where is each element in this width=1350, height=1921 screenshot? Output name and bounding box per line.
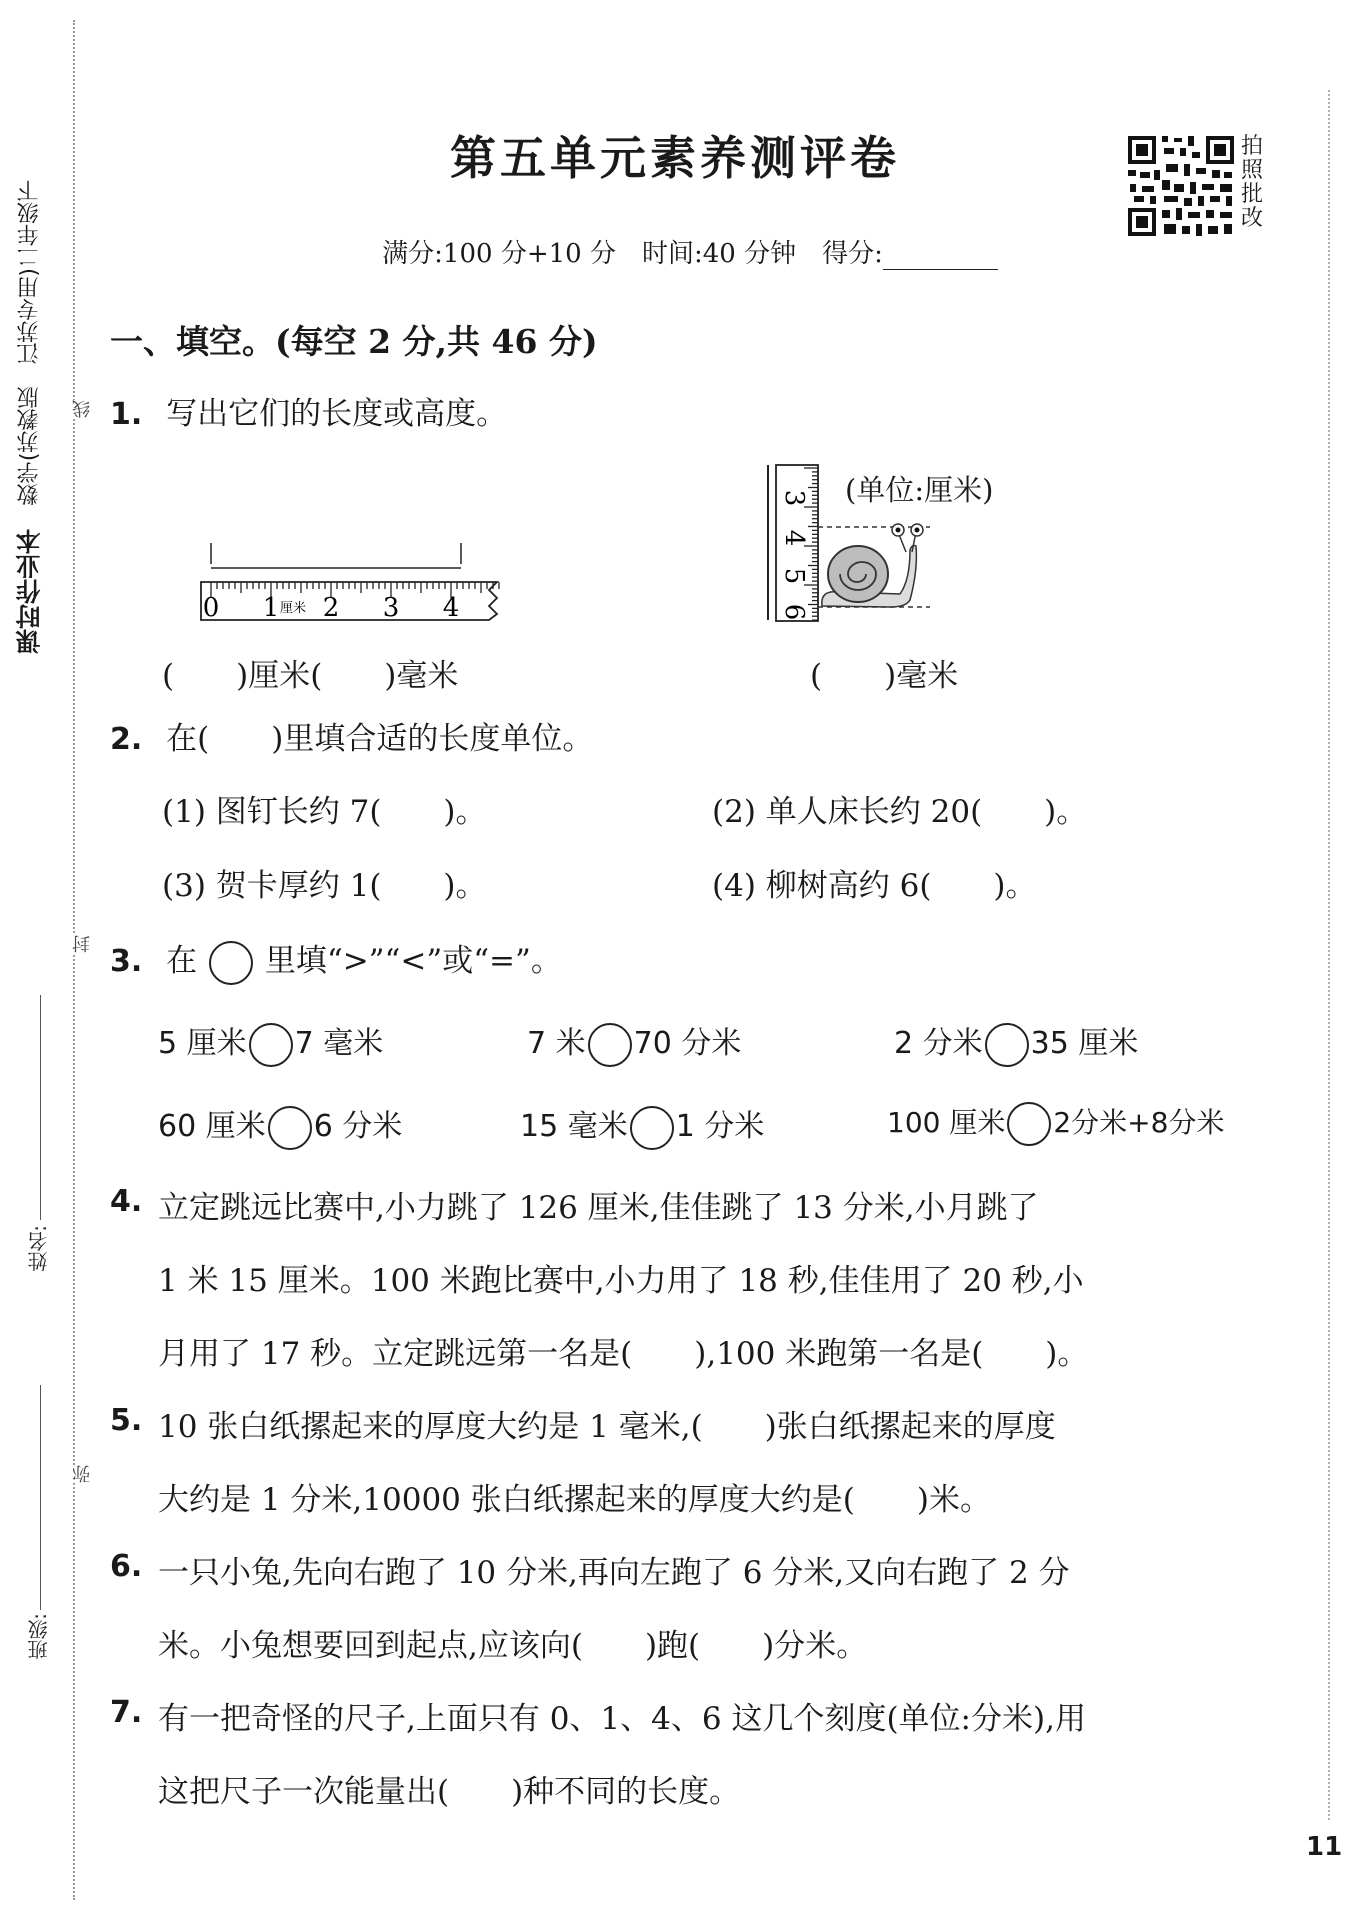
class-label: 班级: xyxy=(27,1613,51,1660)
compare-left: 100 厘米 xyxy=(887,1106,1006,1139)
compare-item xyxy=(158,1018,383,1067)
ruler-label-2: 2 xyxy=(322,593,340,623)
compare-circle[interactable] xyxy=(630,1106,674,1150)
subject-info: 数学(苏教版 江苏专用)二年级下 xyxy=(17,180,42,506)
q5-line[interactable]: 大约是 1 分米,10000 张白纸摞起来的厚度大约是( )米。 xyxy=(158,1482,991,1518)
compare-item xyxy=(520,1101,764,1150)
score-info xyxy=(0,233,1350,270)
compare-item xyxy=(894,1018,1138,1067)
ruler-label-0: 0 xyxy=(202,593,220,623)
qr-caption-char: 批 xyxy=(1240,182,1263,207)
qr-caption-char: 拍 xyxy=(1240,134,1263,159)
compare-left: 2 分米 xyxy=(894,1026,983,1061)
q6-line[interactable]: 米。小兔想要回到起点,应该向( )跑( )分米。 xyxy=(158,1628,868,1664)
compare-circle-icon xyxy=(209,941,253,985)
binding-sep-feng: 封 xyxy=(70,935,96,953)
q7-line: 有一把奇怪的尺子,上面只有 0、1、4、6 这几个刻度(单位:分米),用 xyxy=(158,1701,1086,1737)
question-number: 5. xyxy=(110,1403,143,1438)
section-heading: 一、填空。(每空 2 分,共 46 分) xyxy=(110,322,598,361)
binding-sep-xian: 线 xyxy=(70,400,96,418)
vruler-label-3: 3 xyxy=(779,489,809,507)
question-number: 2. xyxy=(110,722,143,757)
q5-line[interactable]: 10 张白纸摞起来的厚度大约是 1 毫米,( )张白纸摞起来的厚度 xyxy=(158,1409,1056,1445)
compare-item xyxy=(887,1101,1224,1146)
class-line[interactable] xyxy=(40,1385,41,1610)
q6-line: 一只小兔,先向右跑了 10 分米,再向左跑了 6 分米,又向右跑了 2 分 xyxy=(158,1555,1070,1591)
compare-right: 6 分米 xyxy=(313,1109,403,1144)
qr-caption-char: 改 xyxy=(1240,206,1263,231)
question-1 xyxy=(110,388,507,433)
score-blank[interactable] xyxy=(883,247,998,270)
compare-circle[interactable] xyxy=(1007,1102,1051,1146)
vruler-label-4: 4 xyxy=(779,529,809,547)
question-number: 4. xyxy=(110,1184,143,1219)
q4-line: 立定跳远比赛中,小力跳了 126 厘米,佳佳跳了 13 分米,小月跳了 xyxy=(158,1190,1039,1226)
question-2 xyxy=(110,713,593,758)
compare-circle[interactable] xyxy=(268,1106,312,1150)
compare-left: 5 厘米 xyxy=(158,1026,247,1061)
compare-circle[interactable] xyxy=(985,1023,1029,1067)
answer-1b[interactable]: ( )毫米 xyxy=(810,658,959,694)
q2-item-3[interactable]: (3) 贺卡厚约 1( )。 xyxy=(162,868,487,904)
binding-sep-mi: 弥 xyxy=(70,1465,96,1483)
answer-1a[interactable]: ( )厘米( )毫米 xyxy=(162,658,459,694)
page-title: 第五单元素养测评卷 xyxy=(450,131,900,185)
q2-item-1[interactable]: (1) 图钉长约 7( )。 xyxy=(162,794,487,830)
question-number: 7. xyxy=(110,1695,143,1730)
binding-dotted-line xyxy=(73,20,75,1900)
compare-right: 7 毫米 xyxy=(294,1026,384,1061)
ruler-label-3: 3 xyxy=(382,593,400,623)
compare-item xyxy=(158,1101,402,1150)
question-number: 3. xyxy=(110,944,143,979)
qr-code-icon[interactable] xyxy=(1126,134,1236,238)
question-text-pre: 在 xyxy=(166,943,198,979)
question-number: 1. xyxy=(110,397,143,432)
name-line[interactable] xyxy=(40,995,41,1220)
question-text: 在( )里填合适的长度单位。 xyxy=(166,721,594,757)
compare-left: 15 毫米 xyxy=(520,1109,628,1144)
question-text-post: 里填“>”“<”或“=”。 xyxy=(264,943,562,979)
ruler-figure xyxy=(195,538,505,628)
unit-note: (单位:厘米) xyxy=(845,473,994,507)
q7-line[interactable]: 这把尺子一次能量出( )种不同的长度。 xyxy=(158,1774,741,1810)
q2-item-4[interactable]: (4) 柳树高约 6( )。 xyxy=(712,868,1037,904)
ruler-unit: 厘米 xyxy=(279,601,307,616)
ruler-label-4: 4 xyxy=(442,593,460,623)
qr-caption xyxy=(1240,135,1264,231)
vruler-label-5: 5 xyxy=(779,567,809,585)
ruler-label-1: 1 xyxy=(262,593,280,623)
compare-item xyxy=(527,1018,741,1067)
compare-circle[interactable] xyxy=(588,1023,632,1067)
vruler-label-6: 6 xyxy=(779,603,809,621)
compare-right: 70 分米 xyxy=(633,1026,742,1061)
compare-left: 60 厘米 xyxy=(158,1109,266,1144)
name-label: 姓名: xyxy=(27,1225,51,1272)
compare-circle[interactable] xyxy=(249,1023,293,1067)
qr-caption-char: 照 xyxy=(1240,158,1263,183)
page-number: 11 xyxy=(1306,1832,1343,1862)
margin-dotted-line xyxy=(1328,90,1330,1820)
question-3 xyxy=(110,935,562,985)
snail-icon xyxy=(822,524,923,607)
q2-item-2[interactable]: (2) 单人床长约 20( )。 xyxy=(712,794,1088,830)
compare-right: 1 分米 xyxy=(675,1109,765,1144)
q4-line: 1 米 15 厘米。100 米跑比赛中,小力用了 18 秒,佳佳用了 20 秒,小 xyxy=(158,1263,1084,1299)
compare-right: 35 厘米 xyxy=(1030,1026,1139,1061)
compare-left: 7 米 xyxy=(527,1026,586,1061)
compare-right: 2分米+8分米 xyxy=(1053,1106,1225,1139)
book-name: 课时作业本 xyxy=(15,529,44,655)
question-text: 写出它们的长度或高度。 xyxy=(166,396,508,432)
question-number: 6. xyxy=(110,1549,143,1584)
q4-line[interactable]: 月用了 17 秒。立定跳远第一名是( ),100 米跑第一名是( )。 xyxy=(158,1336,1089,1372)
score-meta-text: 满分:100 分+10 分 时间:40 分钟 得分: xyxy=(382,239,883,269)
